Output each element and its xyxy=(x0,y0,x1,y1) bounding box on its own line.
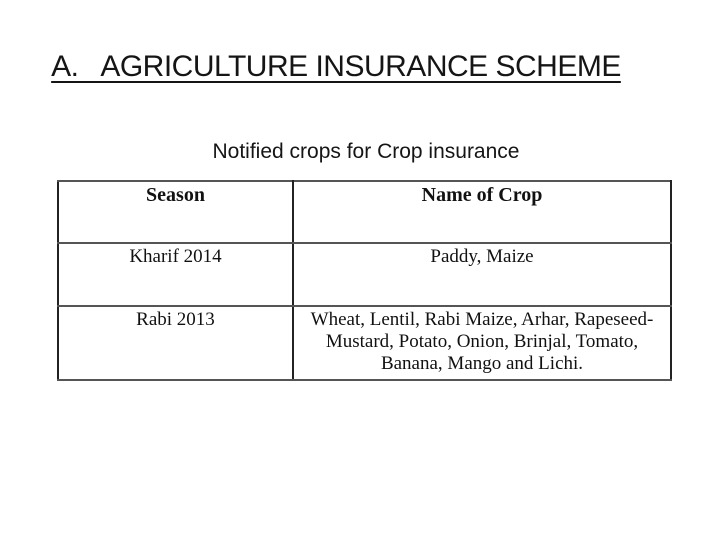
slide-title: A. AGRICULTURE INSURANCE SCHEME xyxy=(51,50,621,83)
table-row xyxy=(58,243,671,306)
table-row xyxy=(58,306,671,380)
slide-subtitle: Notified crops for Crop insurance xyxy=(212,140,520,163)
crops-cell xyxy=(293,306,671,380)
crops-line: Mustard, Potato, Onion, Brinjal, Tomato, xyxy=(325,331,639,352)
header-name-of-crop: Name of Crop xyxy=(293,181,671,243)
header-season: Season xyxy=(58,181,293,243)
crops-cell: Paddy, Maize xyxy=(293,243,671,306)
season-cell: Kharif 2014 xyxy=(58,243,293,306)
season-cell: Rabi 2013 xyxy=(58,306,293,380)
crops-line: Banana, Mango and Lichi. xyxy=(380,353,584,374)
crops-line: Wheat, Lentil, Rabi Maize, Arhar, Rapeseed- xyxy=(310,309,654,330)
table-header-row xyxy=(58,181,671,243)
notified-crops-table xyxy=(57,180,672,381)
